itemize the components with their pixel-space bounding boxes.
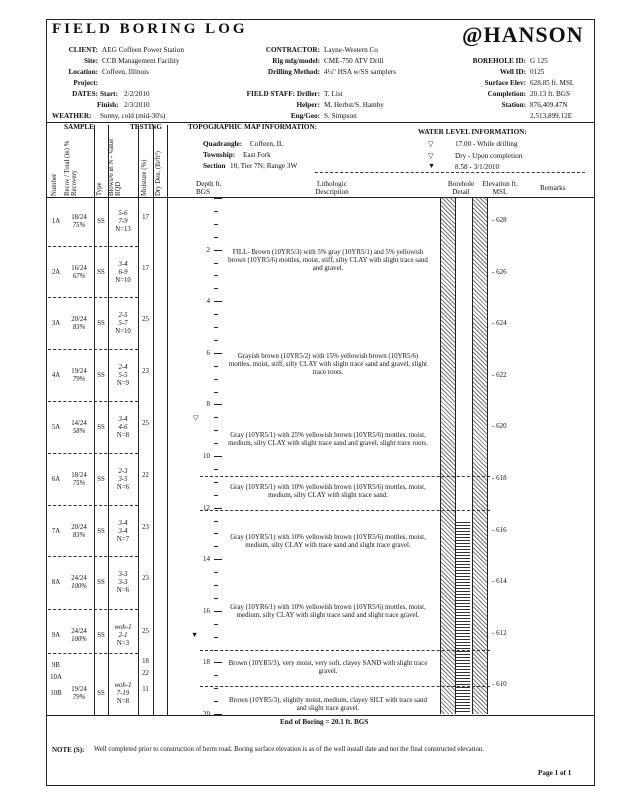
client-value: AEG Coffeen Power Station — [102, 46, 184, 54]
sample-recovery-pct: 79% — [72, 694, 86, 701]
depth-tick — [214, 688, 218, 689]
depth-tick — [214, 340, 218, 341]
water-symbol-2: ▽ — [428, 152, 434, 160]
note-text: Well completed prior to construction of berm road. Boring surface elevation is as of the well install date and not the final constructed elevation. — [94, 746, 484, 753]
litho-desc-1: FILL- Brown (10YR5/3) with 5% gray (10YR5/1) and 5% yellowish brown (10YR5/6) mottles, moist, stiff, silty CLAY with slight trace sand and gravel. — [228, 249, 428, 272]
depth-tick — [214, 198, 222, 199]
water-symbol-1: ▽ — [428, 140, 434, 148]
sample-number: 5A — [51, 424, 61, 431]
sample-blows-1: 3-4 — [118, 520, 128, 527]
sample-type: SS — [97, 579, 105, 586]
sample-number: 2A — [51, 269, 61, 276]
sample-blows-1: 2-3 — [118, 468, 128, 475]
sample-recovery: 19/24 — [71, 368, 87, 375]
depth-tick — [214, 456, 222, 457]
sample-separator — [48, 246, 138, 247]
sample-recovery: 19/24 — [71, 686, 87, 693]
depth-label: 10 — [203, 452, 210, 460]
sample-separator — [48, 653, 138, 654]
dates-label: DATES: — [72, 90, 98, 98]
sample-recovery: 18/24 — [71, 472, 87, 479]
geo-value: S. Simpson — [324, 112, 357, 120]
twp-value: East Fork — [243, 151, 271, 159]
elevation-label: - 620 — [492, 422, 507, 431]
sep-type — [94, 125, 95, 715]
depth-tick — [214, 211, 218, 212]
driller-value: T. List — [324, 90, 343, 98]
litho-desc-3: Gray (10YR5/1) with 25% yellowish brown (10YR5/6) mottles, moist, medium, silty CLAY with slight trace sand and gravel, slight trace roots. — [228, 432, 428, 447]
sample-blows-1: woh-1 — [114, 682, 132, 689]
depth-tick — [214, 521, 218, 522]
sample-type: SS — [97, 218, 105, 225]
sample-moisture: 25 — [142, 316, 149, 323]
water-level-1: 17.00 - While drilling — [455, 140, 518, 148]
sample-number: 9B — [52, 662, 60, 669]
sample-moisture: 23 — [142, 575, 149, 582]
depth-tick — [214, 392, 218, 393]
col-borehole: Borehole Detail — [447, 180, 475, 196]
water-heading: WATER LEVEL INFORMATION: — [418, 128, 527, 136]
sample-recovery: 20/24 — [71, 524, 87, 531]
depth-tick — [214, 624, 218, 625]
sample-blows-2: 4-6 — [118, 424, 128, 431]
depth-tick — [214, 611, 222, 612]
start-value: 2/2/2010 — [124, 90, 150, 98]
sample-blows-2: 2-1 — [118, 632, 128, 639]
sample-recovery: 24/24 — [71, 628, 87, 635]
sample-moisture: 23 — [142, 524, 149, 531]
depth-label: 12 — [203, 503, 210, 512]
sample-type: SS — [97, 269, 105, 276]
depth-tick — [214, 263, 218, 264]
twp-label: Township: — [203, 151, 236, 159]
sample-moisture: 17 — [142, 214, 149, 221]
sample-recovery: 16/24 — [71, 265, 87, 272]
quad-value: Coffeen, IL — [250, 140, 284, 148]
sample-recovery: 14/24 — [71, 420, 87, 427]
site-label: Site: — [84, 57, 98, 65]
depth-tick — [214, 404, 222, 405]
column-header-divider — [46, 197, 594, 198]
borehole-value: G 125 — [530, 57, 548, 65]
contractor-value: Layne-Western Co — [324, 46, 378, 54]
sample-n-value: N=3 — [116, 640, 130, 647]
col-type: Type — [96, 182, 103, 196]
note-label: NOTE (S): — [52, 746, 85, 754]
sample-moisture: 22 — [142, 472, 149, 479]
depth-tick — [214, 379, 218, 380]
well-label: Well ID: — [499, 68, 526, 76]
depth-tick — [214, 327, 218, 328]
company-logo: @HANSON — [462, 22, 584, 47]
header-divider — [46, 122, 594, 123]
sample-number: 7A — [51, 528, 61, 535]
sample-recovery: 24/24 — [71, 575, 87, 582]
sample-blows-2: 3-3 — [118, 579, 128, 586]
client-label: CLIENT: — [68, 46, 98, 54]
sample-moisture: 25 — [142, 628, 149, 635]
staff-label: FIELD STAFF: Driller: — [246, 90, 320, 98]
litho-desc-2: Grayish brown (10YR5/2) with 15% yellowish brown (10YR5/6) mottles, moist, stiff, silty CLAY with slight trace sand and gravel, slight trace roots. — [228, 353, 428, 376]
sample-number: 1A — [51, 218, 61, 225]
sample-recovery-pct: 75% — [72, 222, 86, 229]
sample-recovery: 20/24 — [71, 316, 87, 323]
sample-moisture: 25 — [142, 420, 149, 427]
quad-label: Quadrangle: — [203, 140, 243, 148]
sample-blows-2: 3-5 — [118, 476, 128, 483]
sample-separator — [48, 401, 138, 402]
depth-tick — [214, 366, 218, 367]
sample-number: 10A — [50, 674, 62, 681]
depth-tick — [214, 572, 218, 573]
water-level-marker-2: ▼ — [191, 631, 199, 639]
finish-label: Finish: — [97, 101, 119, 109]
strata-boundary-2 — [200, 510, 490, 511]
sample-n-value: N=13 — [115, 226, 131, 233]
depth-tick — [214, 675, 218, 676]
col-elevation: Elevation ft. MSL — [482, 180, 518, 196]
col-depth: Depth ft. BGS — [196, 180, 222, 196]
station-value-2: 2,513,899.12E — [530, 112, 573, 120]
sample-blows-1: 3-3 — [118, 571, 128, 578]
sample-recovery-pct: 58% — [72, 428, 86, 435]
depth-tick — [214, 224, 218, 225]
litho-desc-4: Gray (10YR5/1) with 10% yellowish brown (10YR5/6) mottles, moist, medium, silty CLAY with slight trace sand. — [230, 484, 426, 499]
finish-value: 2/3/2010 — [124, 101, 150, 109]
elevation-label: - 616 — [492, 525, 507, 534]
sample-separator — [48, 505, 138, 506]
depth-tick — [214, 288, 218, 289]
location-label: Location: — [68, 68, 98, 76]
sample-recovery-pct: 83% — [72, 324, 86, 331]
page-number: Page 1 of 1 — [538, 769, 572, 777]
map-dash-line — [315, 172, 585, 173]
sample-moisture: 17 — [142, 265, 149, 272]
sample-type: SS — [97, 476, 105, 483]
sample-n-value: N=6 — [116, 587, 130, 594]
elevation-label: - 612 — [492, 628, 507, 637]
method-label: Drilling Method: — [267, 68, 320, 76]
weather-label: WEATHER: — [52, 112, 92, 120]
section-label: Section — [203, 162, 226, 170]
depth-tick — [214, 495, 218, 496]
sample-n-value: N=10 — [115, 277, 131, 284]
depth-tick — [214, 353, 222, 354]
depth-label: 14 — [203, 555, 210, 564]
col-litho: Lithologic Description — [315, 180, 349, 196]
sample-recovery-pct: 100% — [71, 636, 87, 643]
rig-value: CME-750 ATV Drill — [324, 57, 384, 65]
sample-number: 9A — [51, 632, 61, 639]
page-title: FIELD BORING LOG — [52, 21, 248, 37]
sample-separator — [48, 349, 138, 350]
contractor-label: CONTRACTOR: — [265, 46, 320, 54]
sep-depth — [167, 125, 168, 715]
depth-label: 18 — [203, 658, 210, 667]
topo-heading: TOPOGRAPHIC MAP INFORMATION: — [188, 123, 318, 131]
depth-tick — [214, 546, 218, 547]
sample-blows-2: 7-9 — [118, 218, 128, 225]
sample-blows-1: 2-4 — [118, 364, 128, 371]
col-recovery: Recov / Total (in) % Recovery — [64, 140, 78, 196]
testing-group-label: TESTING — [130, 123, 162, 131]
strata-boundary-1 — [200, 476, 490, 477]
well-value: 0125 — [530, 68, 545, 76]
depth-label: 8 — [206, 400, 210, 409]
sample-recovery-pct: 67% — [72, 273, 86, 280]
depth-label: 20 — [203, 710, 210, 718]
litho-desc-5: Gray (10YR5/1) with 10% yellowish brown (10YR5/6) mottles, moist, medium, silty CLAY with trace sand and slight trace gravel. — [230, 534, 426, 549]
sample-type: SS — [97, 424, 105, 431]
project-label: Project: — [73, 79, 98, 87]
sample-n-value: N=6 — [116, 484, 130, 491]
sample-type: SS — [97, 690, 105, 697]
depth-tick — [214, 662, 222, 663]
elevation-label: - 610 — [492, 680, 507, 689]
elevation-label: - 622 — [492, 370, 507, 379]
depth-label: 6 — [206, 348, 210, 357]
sample-n-value: N=8 — [116, 698, 130, 705]
sample-blows-2: 5-7 — [118, 320, 128, 327]
helper-value: M. Herbst/S. Hamby — [324, 101, 384, 109]
sample-blows-1: woh-1 — [114, 624, 132, 631]
elevation-label: - 626 — [492, 267, 507, 276]
geo-label: Eng/Geo: — [290, 112, 320, 120]
location-value: Coffeen, Illinois — [102, 68, 149, 76]
sample-recovery-pct: 100% — [71, 583, 87, 590]
sample-n-value: N=8 — [116, 432, 130, 439]
sample-recovery: 18/24 — [71, 214, 87, 221]
sample-blows-1: 5-6 — [118, 210, 128, 217]
sample-number: 10B — [50, 690, 62, 697]
sample-blows-2: 6-9 — [118, 269, 128, 276]
water-level-marker-1: ▽ — [193, 414, 199, 422]
depth-label: 4 — [206, 297, 210, 306]
sample-moisture: 18 — [142, 658, 149, 665]
water-symbol-3: ▼ — [428, 162, 436, 170]
log-bottom-line — [46, 715, 594, 716]
sample-type: SS — [97, 372, 105, 379]
completion-value: 20.13 ft. BGS — [530, 90, 570, 98]
strata-boundary-3 — [200, 650, 490, 651]
sep-dry — [153, 125, 154, 715]
sample-separator — [48, 556, 138, 557]
depth-tick — [214, 443, 218, 444]
sample-type: SS — [97, 320, 105, 327]
sample-separator — [48, 297, 138, 298]
depth-tick — [214, 598, 218, 599]
depth-tick — [214, 482, 218, 483]
col-number: Number — [51, 173, 58, 196]
well-screen — [456, 520, 470, 714]
sample-group-label: SAMPLE — [64, 123, 94, 131]
end-of-boring: End of Boring = 20.1 ft. BGS — [280, 718, 369, 726]
water-level-2: Dry - Upon completion — [455, 152, 523, 160]
elevation-label: - 618 — [492, 473, 507, 482]
col-blows: Blows/6 in N - Value RQD — [108, 138, 122, 196]
sample-blows-2: 7-19 — [116, 690, 130, 697]
surf-label: Surface Elev: — [484, 79, 526, 87]
sample-number: 6A — [51, 476, 61, 483]
method-value: 4¼" HSA w/SS samplers — [324, 68, 397, 76]
site-value: CCB Management Facility — [102, 57, 180, 65]
sample-blows-1: 3-4 — [118, 261, 128, 268]
rig-label: Rig mfg/model: — [272, 57, 320, 65]
elevation-label: - 624 — [492, 319, 507, 328]
weather-value: Sunny, cold (mid-30's) — [100, 112, 166, 120]
depth-tick — [214, 237, 218, 238]
sample-n-value: N=7 — [116, 536, 130, 543]
station-value: 876,409.47N — [530, 101, 568, 109]
start-label: Start: — [100, 90, 118, 98]
sample-moisture: 22 — [142, 670, 149, 677]
depth-tick — [214, 250, 222, 251]
sample-blows-1: 2-5 — [118, 312, 128, 319]
sample-recovery-pct: 75% — [72, 480, 86, 487]
depth-tick — [214, 637, 218, 638]
depth-tick — [214, 508, 222, 509]
depth-tick — [214, 417, 218, 418]
col-drydens: Dry Den. (lb/ft³) — [155, 151, 162, 196]
sample-blows-1: 3-4 — [118, 416, 128, 423]
sample-n-value: N=9 — [116, 380, 130, 387]
litho-desc-8: Brown (10YR5/3), slightly moist, medium, clayey SILT with trace sand and slight trace gravel. — [229, 697, 427, 712]
elevation-label: - 628 — [492, 215, 507, 224]
depth-tick — [214, 314, 218, 315]
depth-tick — [214, 701, 218, 702]
water-level-3: 8.58 - 3/1/2010 — [455, 163, 500, 171]
sample-separator — [48, 609, 138, 610]
depth-tick — [214, 585, 218, 586]
depth-label: 16 — [203, 606, 210, 615]
col-remarks: Remarks — [540, 184, 566, 192]
sample-separator — [48, 453, 138, 454]
sample-type: SS — [97, 528, 105, 535]
sample-recovery-pct: 83% — [72, 532, 86, 539]
sample-number: 8A — [51, 579, 61, 586]
col-moisture: Moisture (%) — [141, 159, 148, 196]
depth-tick — [214, 301, 222, 302]
station-label: Station: — [501, 101, 526, 109]
sample-moisture: 11 — [142, 686, 149, 693]
sample-moisture: 23 — [142, 368, 149, 375]
sample-recovery-pct: 79% — [72, 376, 86, 383]
depth-tick — [214, 275, 218, 276]
depth-tick — [214, 533, 218, 534]
sample-type: SS — [97, 632, 105, 639]
sample-blows-2: 5-5 — [118, 372, 128, 379]
depth-label: 2 — [206, 245, 210, 254]
sample-n-value: N=10 — [115, 328, 131, 335]
depth-tick — [214, 430, 218, 431]
litho-desc-7: Brown (10YR5/3), very moist, very soft, clayey SAND with slight trace gravel. — [228, 660, 428, 675]
depth-tick — [214, 469, 218, 470]
borehole-label: BOREHOLE ID: — [472, 57, 526, 65]
section-value: 10, Tier 7N; Range 3W — [230, 162, 298, 170]
strata-boundary-4 — [200, 686, 490, 687]
depth-tick — [214, 559, 222, 560]
completion-label: Completion: — [487, 90, 526, 98]
sample-number: 4A — [51, 372, 61, 379]
surf-value: 628.85 ft. MSL — [530, 79, 575, 87]
helper-label: Helper: — [296, 101, 320, 109]
sample-number: 3A — [51, 320, 61, 327]
elevation-label: - 614 — [492, 577, 507, 586]
sample-blows-2: 3-4 — [118, 528, 128, 535]
litho-desc-6: Gray (10YR6/1) with 10% yellowish brown (10YR5/6) mottles, moist, medium, silty CLAY with slight trace sand and slight trace gravel. — [230, 604, 426, 619]
